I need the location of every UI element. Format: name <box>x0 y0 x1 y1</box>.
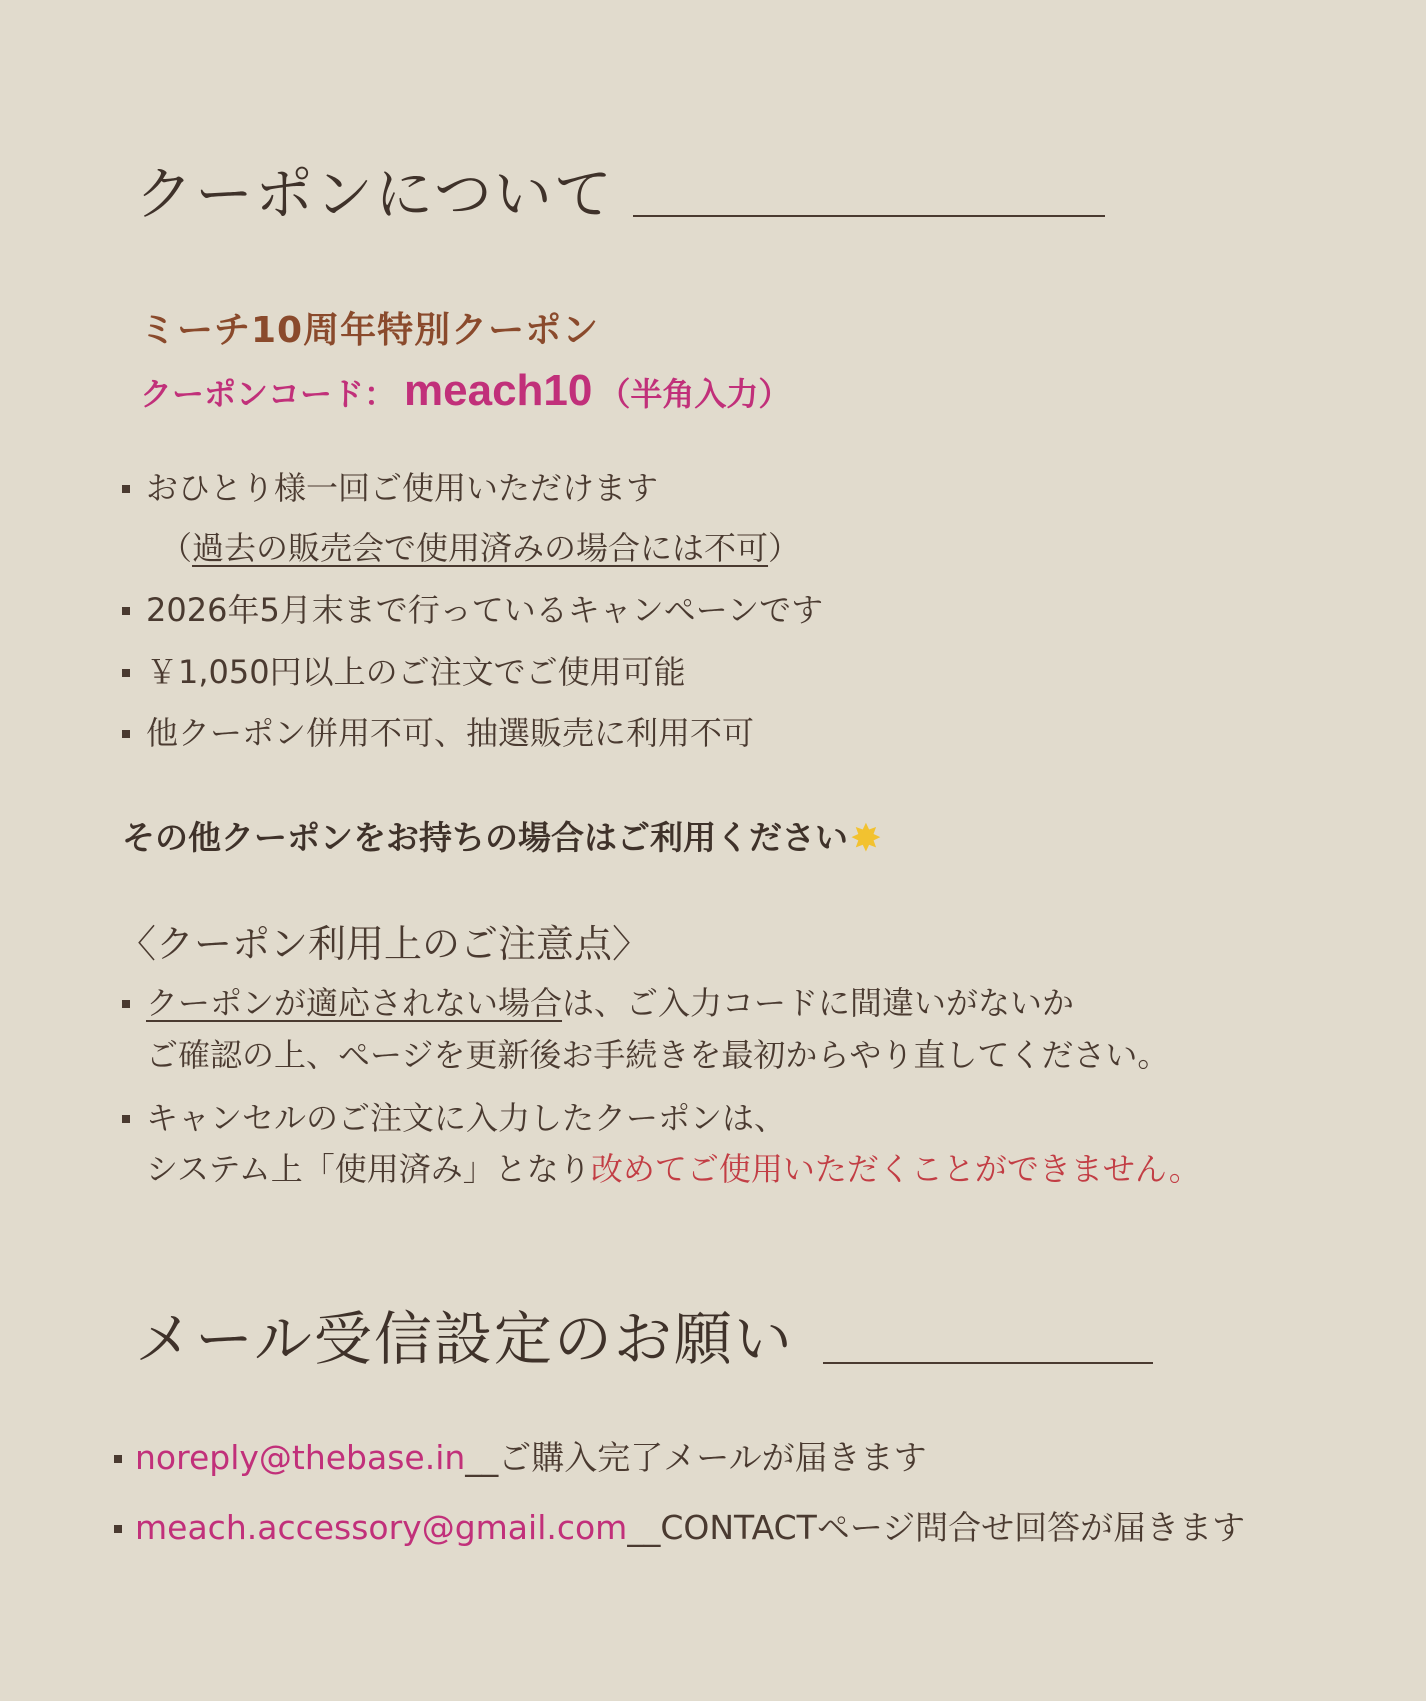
mail-item <box>135 1438 927 1477</box>
note1-underlined: クーポンが適応されない場合 <box>146 984 563 1022</box>
bullet-icon <box>114 1455 122 1463</box>
bullet-icon <box>122 1115 130 1123</box>
mail-description: ご購入完了メールが届きます <box>498 1438 927 1477</box>
other-coupons-note <box>122 812 882 860</box>
mail-separator: __ <box>627 1508 661 1547</box>
mail-separator: __ <box>465 1438 499 1477</box>
condition-item: 2026年5月末まで行っているキャンペーンです <box>146 591 824 629</box>
coupon-title-rule <box>633 215 1105 217</box>
mail-title-rule <box>823 1362 1153 1364</box>
bullet-icon <box>122 669 130 677</box>
sparkle-star-icon: ✸ <box>850 816 882 860</box>
bullet-icon <box>122 1000 130 1008</box>
note-item-2-line1: キャンセルのご注文に入力したクーポンは、 <box>146 1099 787 1137</box>
bullet-icon <box>122 607 130 615</box>
note-item-1-line2: ご確認の上、ページを更新後お手続きを最初からやり直してください。 <box>146 1036 1170 1074</box>
coupon-section-title: クーポンについて <box>135 160 614 228</box>
mail-description: CONTACTページ問合せ回答が届きます <box>660 1508 1246 1547</box>
condition-item: 他クーポン併用不可、抽選販売に利用不可 <box>146 714 755 752</box>
coupon-code-note: （半角入力） <box>598 375 791 413</box>
condition-sub-close: ） <box>768 529 801 567</box>
condition-item: ￥1,050円以上のご注文でご使用可能 <box>146 653 686 691</box>
note-item-2-line2 <box>146 1150 1201 1188</box>
condition-sub-underlined: 過去の販売会で使用済みの場合には不可 <box>192 529 769 567</box>
note-item-1-line1 <box>146 984 1075 1022</box>
notes-heading: 〈クーポン利用上のご注意点〉 <box>118 922 651 966</box>
coupon-code-value[interactable]: meach10 <box>404 366 593 415</box>
campaign-name: ミーチ10周年特別クーポン <box>140 310 600 351</box>
bullet-icon <box>122 730 130 738</box>
mail-section-title: メール受信設定のお願い <box>135 1305 794 1373</box>
coupon-code-label: クーポンコード： <box>140 375 397 413</box>
bullet-icon <box>114 1525 122 1533</box>
other-coupons-text: その他クーポンをお持ちの場合はご利用ください <box>122 818 848 857</box>
mail-address-link[interactable]: meach.accessory@gmail.com <box>135 1508 628 1547</box>
condition-sub-open: （ <box>160 529 193 567</box>
mail-address-link[interactable]: noreply@thebase.in <box>135 1438 466 1477</box>
coupon-code-line <box>140 366 790 416</box>
condition-sub-note <box>160 529 801 567</box>
mail-item <box>135 1508 1246 1547</box>
note2-plain: システム上「使用済み」となり <box>146 1150 591 1188</box>
note2-warning: 改めてご使用いただくことができません。 <box>590 1150 1201 1188</box>
bullet-icon <box>122 485 130 493</box>
note1-rest: は、ご入力コードに間違いがないか <box>562 984 1075 1022</box>
condition-item: おひとり様一回ご使用いただけます <box>146 469 659 507</box>
